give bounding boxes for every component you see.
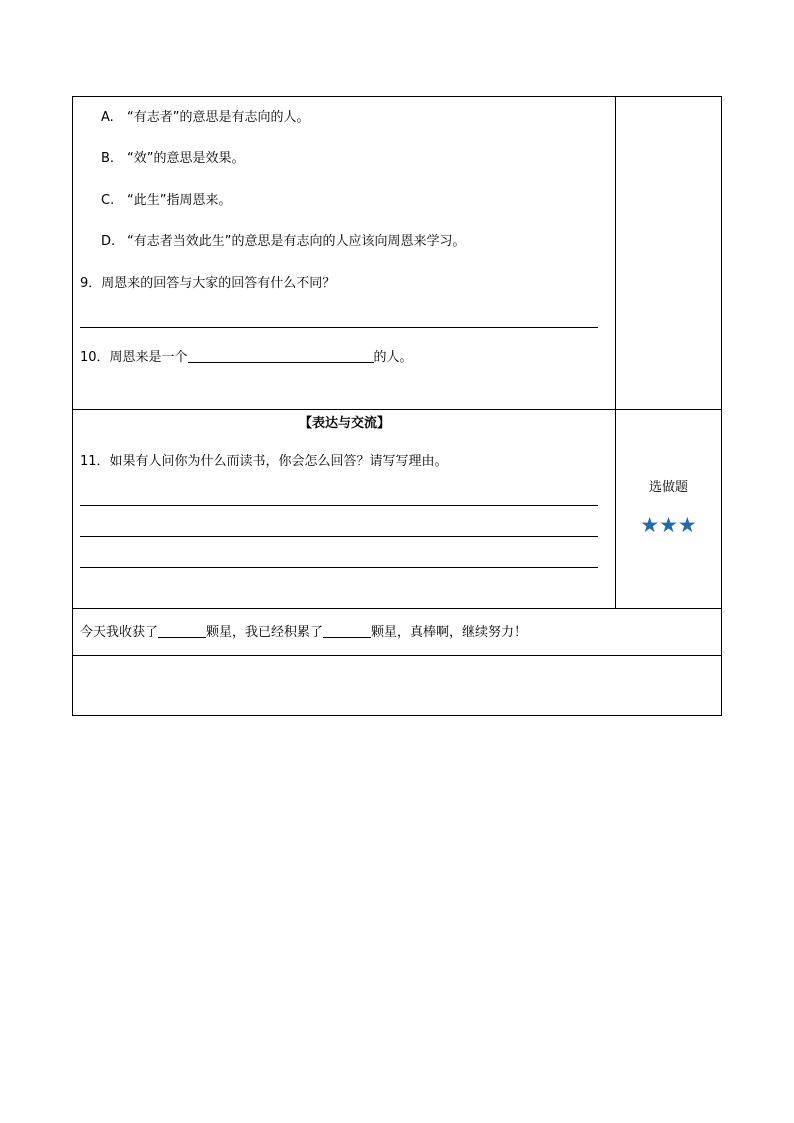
stars-total-blank[interactable] (323, 623, 371, 638)
q10-answer-blank[interactable] (188, 348, 374, 363)
q10-text-after: 的人。 (373, 350, 413, 365)
question-9: 9．周恩来的回答与大家的回答有什么不同？ (80, 276, 336, 291)
stars-earned-blank[interactable] (158, 623, 206, 638)
summary-line (80, 623, 527, 642)
worksheet-table (72, 96, 722, 716)
q11-answer-line-1[interactable] (80, 505, 598, 506)
option-b-letter: B. (101, 151, 115, 166)
q9-answer-line[interactable] (80, 327, 598, 328)
q11-answer-line-3[interactable] (80, 567, 598, 568)
option-c (101, 192, 231, 210)
option-d-text: “有志者当效此生”的意思是有志向的人应该向周恩来学习。 (127, 234, 466, 249)
option-b-text: “效”的意思是效果。 (127, 151, 245, 166)
q10-text-before: 10．周恩来是一个 (80, 350, 188, 365)
option-a-letter: A. (101, 110, 114, 125)
option-d (101, 233, 465, 251)
question-10 (80, 348, 413, 367)
option-c-text: “此生”指周恩来。 (127, 193, 232, 208)
q11-answer-line-2[interactable] (80, 536, 598, 537)
option-a-text: “有志者”的意思是有志向的人。 (127, 110, 310, 125)
option-c-letter: C. (101, 193, 115, 208)
star-rating-icon: ★★★ (640, 513, 697, 537)
option-d-letter: D. (101, 234, 116, 249)
option-a (101, 109, 309, 127)
notes-area[interactable] (73, 656, 721, 715)
summary-part-1: 今天我收获了 (80, 625, 159, 640)
summary-part-2: 颗星，我已经积累了 (206, 625, 324, 640)
row-divider-2 (73, 608, 721, 609)
option-b (101, 150, 244, 168)
section-title: 【表达与交流】 (298, 416, 390, 431)
row-divider-1 (73, 409, 721, 410)
summary-part-3: 颗星，真棒啊，继续努力！ (371, 625, 528, 640)
optional-question-label: 选做题 (648, 480, 688, 495)
question-11: 11．如果有人问你为什么而读书，你会怎么回答？请写写理由。 (80, 454, 448, 469)
